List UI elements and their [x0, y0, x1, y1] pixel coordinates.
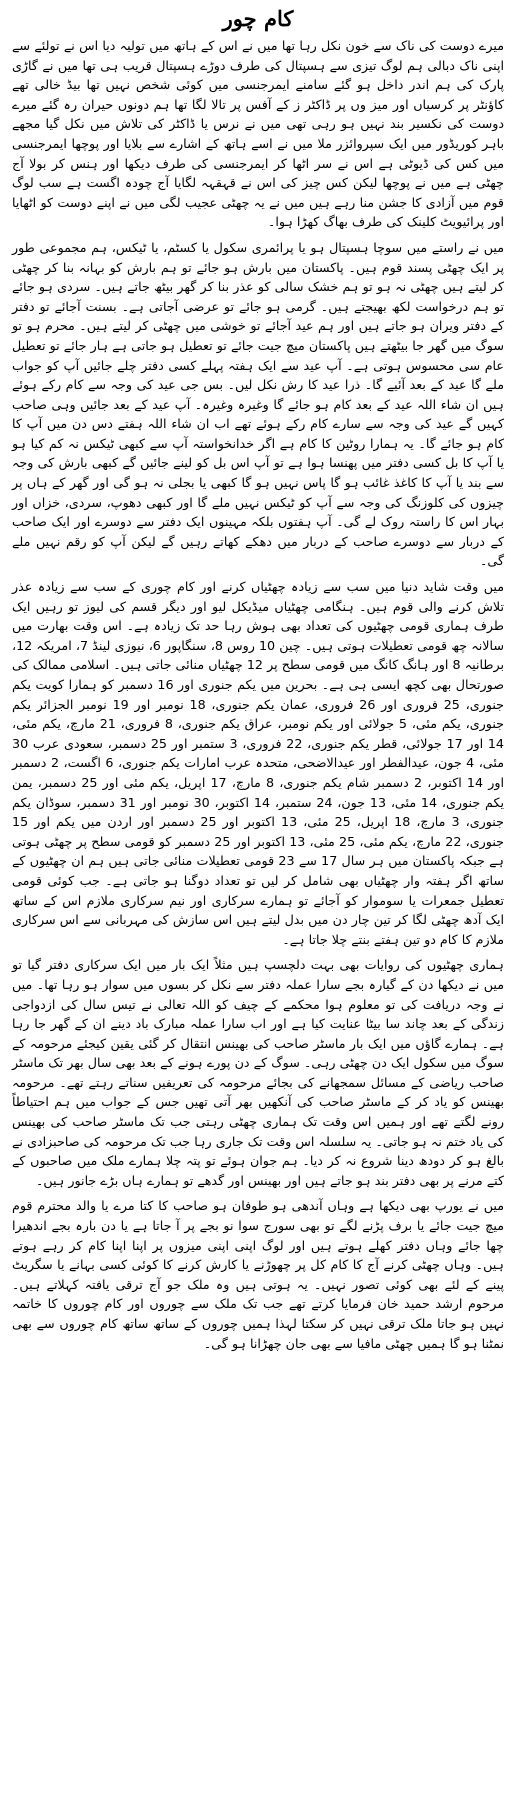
article-paragraph-4: ہماری چھٹیوں کی روایات بھی بہت دلچسپ ہیں مثلاً ایک بار میں ایک سرکاری دفتر گیا تو میں نے دیکھا دن کے گیارہ بجے سارا عملہ دفتر سے نکل کر بسوں میں سوار ہو رہا تھا۔ میں نے وجہ دریافت کی تو معلوم ہوا محکمے کے چیف کو اللہ تعالی نے تیس سال کی ازدواجی زندگی کے بعد چاند سا بیٹا عنایت کیا ہے اور اب سارا عملہ مبارک باد دینے ان کے گھر جا رہا ہے۔ ہمارے گاؤں میں ایک بار ماسٹر صاحب کی بھینس انتقال کر گئی یقین کیجئے مرحومہ کے سوگ میں سکول ایک دن چھٹی رہی۔ سوگ کے دن پورے ہونے کے بعد بھی سال بھر تک ماسٹر صاحب ریاضی کے مسائل سمجھانے کی بجائے مرحومہ کی تعریفیں سناتے رہتے تھے۔ مرحومہ بھینس کو یاد کر کے ماسٹر صاحب کی آنکھیں بھر آتی تھیں جس کے جواب میں ہم احتیاطاً رونے لگتے تھے اور ہمیں اس وقت تک ہماری چھٹی رہتی جب تک ماسٹر صاحب کی بھینس کی یاد ختم نہ ہو جاتی۔ یہ سلسلہ اس وقت تک جاری رہا جب تک مرحومہ کی صاحبزادی نے بالغ ہو کر دودھ دینا شروع نہ کر دیا۔ ہم جوان ہوئے تو پتہ چلا ہمارے ملک میں صاحبوں کے کتے مرنے پر بھی دفتر بند ہو جاتے ہیں اور بھینس اور گدھے تو ہمارے ہاں بڑے جانور ہیں۔ [12, 957, 504, 1188]
article-paragraph-5: میں نے یورپ بھی دیکھا ہے وہاں آندھی ہو طوفان ہو صاحب کا کتا مرے یا والد محترم قوم میچ جیت جائے یا برف پڑنے لگے تو بھی سورج سوا نو بجے پر آ جاتا ہے یا دن بارہ بجے اندھیرا چھا جائے وہاں دفتر کھلے ہوتے ہیں اور لوگ اپنی اپنی میزوں پر اپنا اپنا کام کر رہے ہوتے ہیں۔ وہاں چھٹی کرنے آج کا کام کل پر چھوڑنے یا کارش کرنے کا کوئی کسی بہانے یا سگریٹ پینے کے لئے بھی کوئی تصور نہیں۔ یہ ہوتی ہیں وہ ملک جو آج ترقی یافتہ کہلاتے ہیں۔ مرحوم ارشد حمید خان فرمایا کرتے تھے جب تک ملک سے چوروں اور کام چوروں کا خاتمہ نہیں ہو جاتا ملک ترقی نہیں کر سکتا لہذا ہمیں چوروں کے ساتھ ساتھ کام چوروں سے بھی نمٹنا ہو گا ہمیں چھٹی مافیا سے بھی جان چھڑانا ہو گی۔ [12, 1198, 504, 1351]
article-paragraph-2: میں نے راستے میں سوچا ہسپتال ہو یا پرائمری سکول یا کسٹم، یا ٹیکس، ہم مجموعی طور پر ایک چھٹی پسند قوم ہیں۔ پاکستان میں بارش ہو جائے تو ہم بارش کو بہانہ بنا کر چھٹی کر لیتے ہیں چھٹی نہ ہو تو ہم خشک سالی کو عذر بنا کر گھر بیٹھ جاتے ہیں۔ سردی ہو جائے تو ہم درخواست لکھ بھیجتے ہیں۔ گرمی ہو جائے تو عرضی آجاتی ہے۔ بسنت آجائے تو دفتر کے دفتر ویران ہو جاتے ہیں اور ہم عید آجائے تو خوشی میں چھٹی کر لیتے ہیں۔ محرم ہو تو سوگ میں گھر جا بیٹھتے ہیں پاکستان میچ جیت جائے تو تعطیل ہو جاتی ہے ہار جائے تو تعطیل عام سی محسوس ہوتی ہے۔ آپ عید سے ایک ہفتہ پہلے کسی دفتر چلے جائیں آپ کو جواب ملے گا عید کے بعد آئیے گا۔ ذرا عید کا رش نکل لیں۔ بس جی عید کی وجہ سے کام رکے ہوئے ہیں ان شاء اللہ عید کے بعد کام ہو جائے گا وغیرہ وغیرہ۔ آپ عید کے بعد جائیں وہی صاحب کہیں گے عید کی وجہ سے سارے کام رکے ہوئے تھے اب ان شاء اللہ ہفتے دس دن میں آپ کا کام ہو جائے گا۔ یہ ہمارا روٹین کا کام ہے اگر خدانخواستہ آپ سے کبھی ٹیکس نہ کم کیا ہو یا آپ کا بل کسی دفتر میں پھنسا ہوا ہے تو آپ اس بل کو لینے جائیں گے کبھی بارش کی وجہ سے بند یا آپ کا کاغذ غائب ہو گا پاس نہیں ہو گا کبھی یا بجلی نہ ہو گی اور گھر کے ہاں پر چیزوں کی کلوزنگ کی وجہ سے آپ کو ٹیکس نہیں ملے گا اور کبھی دھوپ، سردی، خزاں اور بہار اس کا راستہ روک لے گی۔ آپ ہفتوں بلکہ مہینوں ایک دفتر سے دوسرے اور ایک صاحب کے دربار سے دوسرے صاحب کے دربار میں دھکے کھاتے رہیں گے لیکن آپ کو رقم نہیں ملے گی۔ [12, 239, 504, 569]
article-title: کام چور [222, 6, 294, 31]
article-paragraph-3: میں وقت شاید دنیا میں سب سے زیادہ چھٹیاں کرنے اور کام چوری کے سب سے زیادہ عذر تلاش کرنے والی قوم ہیں۔ ہنگامی چھٹیاں میڈیکل لیو اور دیگر قسم کی لیوز تو رہیں ایک طرف ہماری قومی چھٹیوں کی تعداد بھی ہوش رہا حد تک زیادہ ہے۔ اس وقت بھارت میں سالانہ چھ قومی تعطیلات ہوتی ہیں۔ چین 10 روس 8، سنگاپور 6، نیوزی لینڈ 7، امریکہ 12، برطانیہ 8 اور ہانگ کانگ میں قومی سطح پر 12 چھٹیاں منائی جاتی ہیں۔ اسلامی ممالک کی صورتحال بھی کچھ ایسی ہی ہے۔ بحرین میں یکم جنوری اور 16 دسمبر کو ہمارا کویت یکم جنوری، 25 فروری اور 26 فروری، عمان یکم جنوری، 18 نومبر اور 19 نومبر الجزائر یکم جنوری، یکم مئی، 5 جولائی اور یکم نومبر، عراق یکم جنوری، 8 فروری، 21 مارچ، یکم مئی، 14 اور 17 جولائی، قطر یکم جنوری، 22 فروری، 3 ستمبر اور 25 دسمبر، سعودی عرب 30 مئی، 4 جون، عیدالفطر اور عیدالاضحی، متحدہ عرب امارات یکم جنوری، 6 اگست، 2 دسمبر اور 14 اکتوبر، 2 دسمبر شام یکم جنوری، 8 مارچ، 17 اپریل، یکم مئی اور 25 دسمبر، یمن یکم جنوری، 14 مئی، 13 جون، 24 ستمبر، 14 اکتوبر، 30 نومبر اور 31 دسمبر، سوڈان یکم جنوری، 3 مارچ، 18 اپریل، 25 مئی، 13 اکتوبر اور 25 دسمبر اور اردن میں یکم اور 15 جنوری، 22 مارچ، یکم مئی، 25 مئی، 13 اکتوبر اور 25 دسمبر کو قومی سطح پر چھٹی ہوتی ہے جبکہ پاکستان میں ہر سال 17 سے 23 قومی تعطیلات منائی جاتی ہیں ہم ان چھٹیوں کے ساتھ اگر ہفتہ وار چھٹیاں بھی شامل کر لیں تو تعداد دوگنا ہو جاتی ہے۔ جب کوئی قومی تعطیل جمعرات یا سوموار کو آجائے تو ہمارے سرکاری اور نیم سرکاری ملازم اس کے ساتھ ایک آدھ چھٹی لگا کر تین چار دن میں بدل لیتے ہیں اس سازش کی مہربانی سے اس سرکاری ملازم کا کام دو تین ہفتے بنتے چلا جاتا ہے۔ [12, 579, 505, 947]
article-paragraph-1: میرے دوست کی ناک سے خون نکل رہا تھا میں نے اس کے ہاتھ میں تولیہ دیا اس نے تولئے سے اپنی ناک دبالی ہم لوگ تیزی سے ہسپتال کی طرف دوڑے ہسپتال قریب ہی تھا میں نے گاڑی پارک کی ہم اندر داخل ہو گئے سامنے ایمرجنسی میں کوئی شخص نہیں تھا بیڈ خالی تھے کاؤنٹر پر کرسیاں اور میز وں پر ڈاکٹر ز کے آفس پر تالا لگا تھا ہم دونوں حیران رہ گئے میرے دوست کی نکسیر بند نہیں ہو رہی تھی میں نے نرس یا ڈاکٹر کی تلاش میں نکل گیا مجھے باہر کوریڈور میں ایک سپروائزر ملا میں نے اسے ہاتھ کے اشارے سے بلایا اور پوچھا ایمرجنسی میں کس کی ڈیوٹی ہے اس نے سر اٹھا کر ایمرجنسی کی طرف دیکھا اور ہنس کر بولا آج چھٹی ہے میں نے پوچھا لیکن کس چیز کی اس نے قہقہہ لگایا آج چودہ اگست ہے سب لوگ قوم میں آزادی کا جشن منا رہے ہیں میں نے یہ چھٹی عجیب لگی میں نے اپنے دوست کو اٹھایا اور پرائیویٹ کلینک کی طرف بھاگ کھڑا ہوا۔ [12, 38, 504, 230]
